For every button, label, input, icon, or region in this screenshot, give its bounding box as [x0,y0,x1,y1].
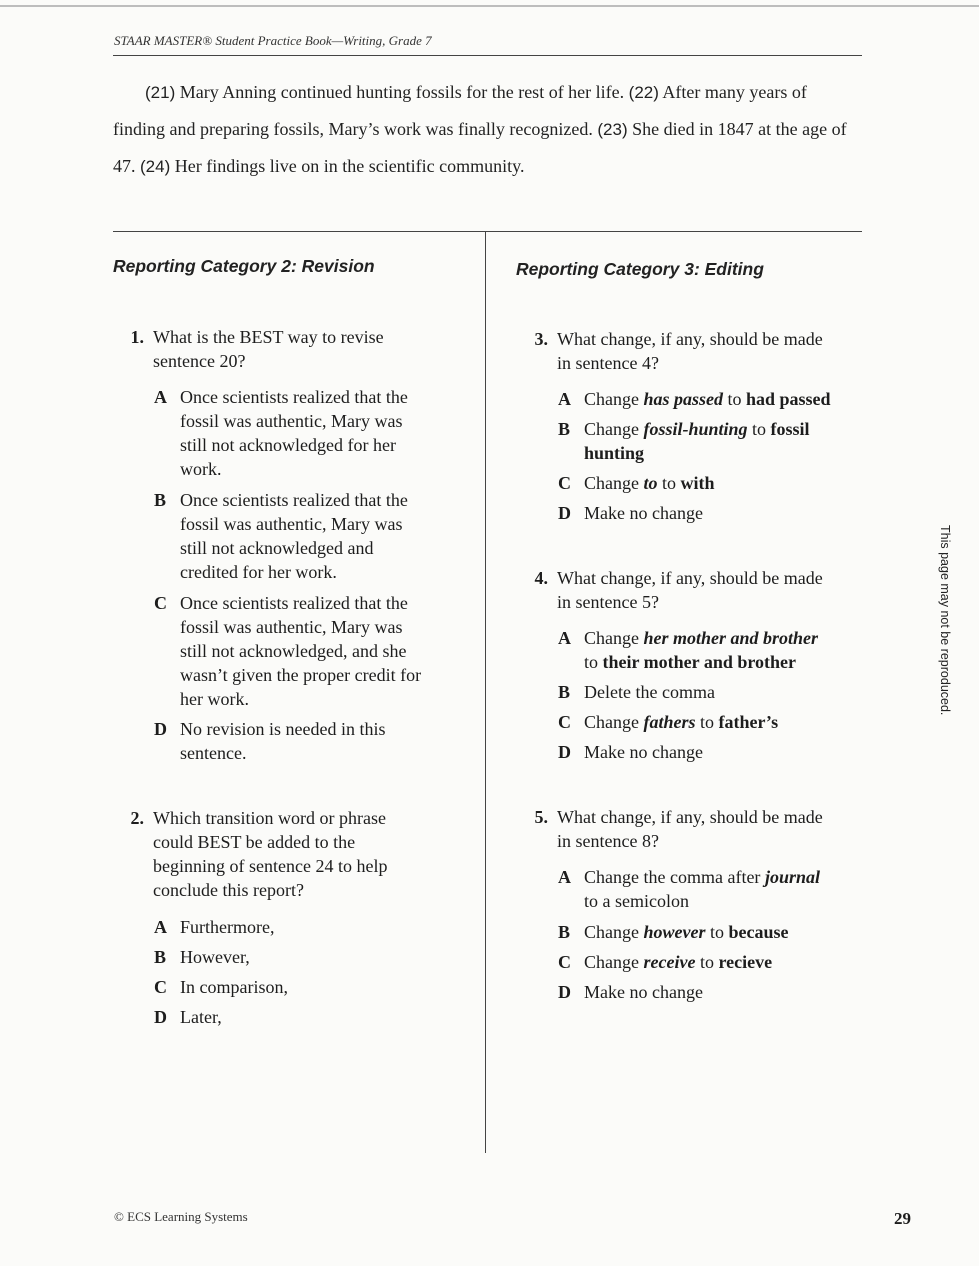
question-5-option-a[interactable] [558,865,863,913]
option-text: Furthermore, [180,917,275,937]
option-text: Later, [180,1007,222,1027]
sentence-24-number: (24) [140,157,171,176]
question-1-stem [153,325,453,373]
option-text: Change however to because [584,922,789,942]
option-text: Change the comma after journal to a semicolon [584,867,820,911]
section-rule [113,231,862,232]
sentence-22: After many years of finding and preparing fossils, Mary’s work was finally recognized. [113,82,807,139]
question-2-number: 2. [130,808,144,828]
sentence-24: Her findings live on in the scientific community. [170,156,525,176]
question-3-option-b[interactable] [558,417,863,465]
question-1-option-b[interactable] [154,488,464,586]
revision-category-title: Reporting Category 2: Revision [113,256,375,276]
question-5-option-c[interactable] [558,950,863,974]
question-1-option-a[interactable] [154,385,464,483]
sentence-23-number: (23) [597,120,628,139]
option-letter: A [558,389,571,409]
option-letter: A [154,917,167,937]
option-letter: C [558,712,571,732]
option-text: No revision is needed in this sentence. [180,719,386,763]
option-text: Change fossil-hunting to fossil hunting [584,419,810,463]
option-text: Change fathers to father’s [584,712,779,732]
header-rule [113,55,862,56]
passage-text [113,74,863,185]
option-text: Change her mother and brother to their mother and brother [584,628,819,672]
question-4 [522,566,862,616]
page-number: 29 [894,1209,911,1228]
question-4-option-c[interactable] [558,710,863,734]
sentence-22-number: (22) [628,83,659,102]
question-3-number: 3. [534,329,548,349]
question-3-option-c[interactable] [558,471,863,495]
question-2-stem: Which transition word or phrase could BEST be added to the beginning of sentence 24 to help conclude this report? [153,808,388,900]
option-letter: A [558,867,571,887]
question-1-stem-line: What is the BEST way to revise [153,327,384,347]
option-letter: C [558,952,571,972]
option-text: Once scientists realized that the fossil was authentic, Mary was still not acknowledged and credited for her work. [180,490,408,582]
question-2-option-d[interactable] [154,1005,454,1029]
question-2-option-c[interactable] [154,975,454,999]
option-letter: D [154,1007,167,1027]
option-text: Once scientists realized that the fossil was authentic, Mary was still not acknowledged for her work. [180,387,408,479]
option-letter: D [154,719,167,739]
question-3 [522,327,862,377]
option-text: Make no change [584,982,703,1002]
option-letter: B [154,947,167,967]
column-divider [485,231,486,1153]
option-text: Change has passed to had passed [584,389,831,409]
sentence-23: She died in 1847 at the age of 47. [113,119,847,176]
question-2 [118,806,458,904]
option-letter: C [558,473,571,493]
question-5-option-d[interactable] [558,980,863,1004]
question-4-option-d[interactable] [558,740,863,764]
question-1-option-c[interactable] [154,591,464,713]
option-letter: B [558,922,571,942]
question-4-option-a[interactable] [558,626,863,674]
running-header: STAAR MASTER® Student Practice Book—Writing, Grade 7 [114,33,432,48]
option-letter: A [558,628,571,648]
question-1-option-d[interactable] [154,717,464,767]
question-2-option-b[interactable] [154,945,454,969]
option-letter: D [558,982,571,1002]
option-letter: C [154,977,167,997]
question-1-number: 1. [130,327,144,347]
option-text: Delete the comma [584,682,715,702]
footer-copyright: © ECS Learning Systems [114,1209,248,1224]
top-edge-rule [0,5,979,7]
option-text: In comparison, [180,977,288,997]
question-5 [522,805,862,855]
option-text: Make no change [584,503,703,523]
option-letter: A [154,387,167,407]
sentence-21-number: (21) [145,83,176,102]
option-text: Change to to with [584,473,715,493]
question-1-stem-line: sentence 20? [153,351,246,371]
question-3-option-d[interactable] [558,501,863,525]
option-letter: B [154,490,167,510]
sentence-21: Mary Anning continued hunting fossils for the rest of her life. [175,82,629,102]
option-text: Make no change [584,742,703,762]
question-4-option-b[interactable] [558,680,863,704]
reproduction-notice: This page may not be reproduced. [938,525,952,716]
question-1 [118,325,458,375]
question-5-option-b[interactable] [558,920,863,944]
question-4-stem: What change, if any, should be made in sentence 5? [557,568,823,612]
question-5-stem: What change, if any, should be made in sentence 8? [557,807,823,851]
option-letter: D [558,503,571,523]
question-4-number: 4. [534,568,548,588]
option-text: Change receive to recieve [584,952,773,972]
option-text: However, [180,947,250,967]
option-letter: C [154,593,167,613]
question-2-option-a[interactable] [154,915,454,939]
question-3-stem: What change, if any, should be made in sentence 4? [557,329,823,373]
question-3-option-a[interactable] [558,387,863,411]
option-letter: D [558,742,571,762]
editing-category-title: Reporting Category 3: Editing [516,259,764,279]
option-letter: B [558,419,571,439]
option-text: Once scientists realized that the fossil was authentic, Mary was still not acknowledged, and she wasn’t given the proper credit for her work. [180,593,422,709]
option-letter: B [558,682,571,702]
question-5-number: 5. [534,807,548,827]
